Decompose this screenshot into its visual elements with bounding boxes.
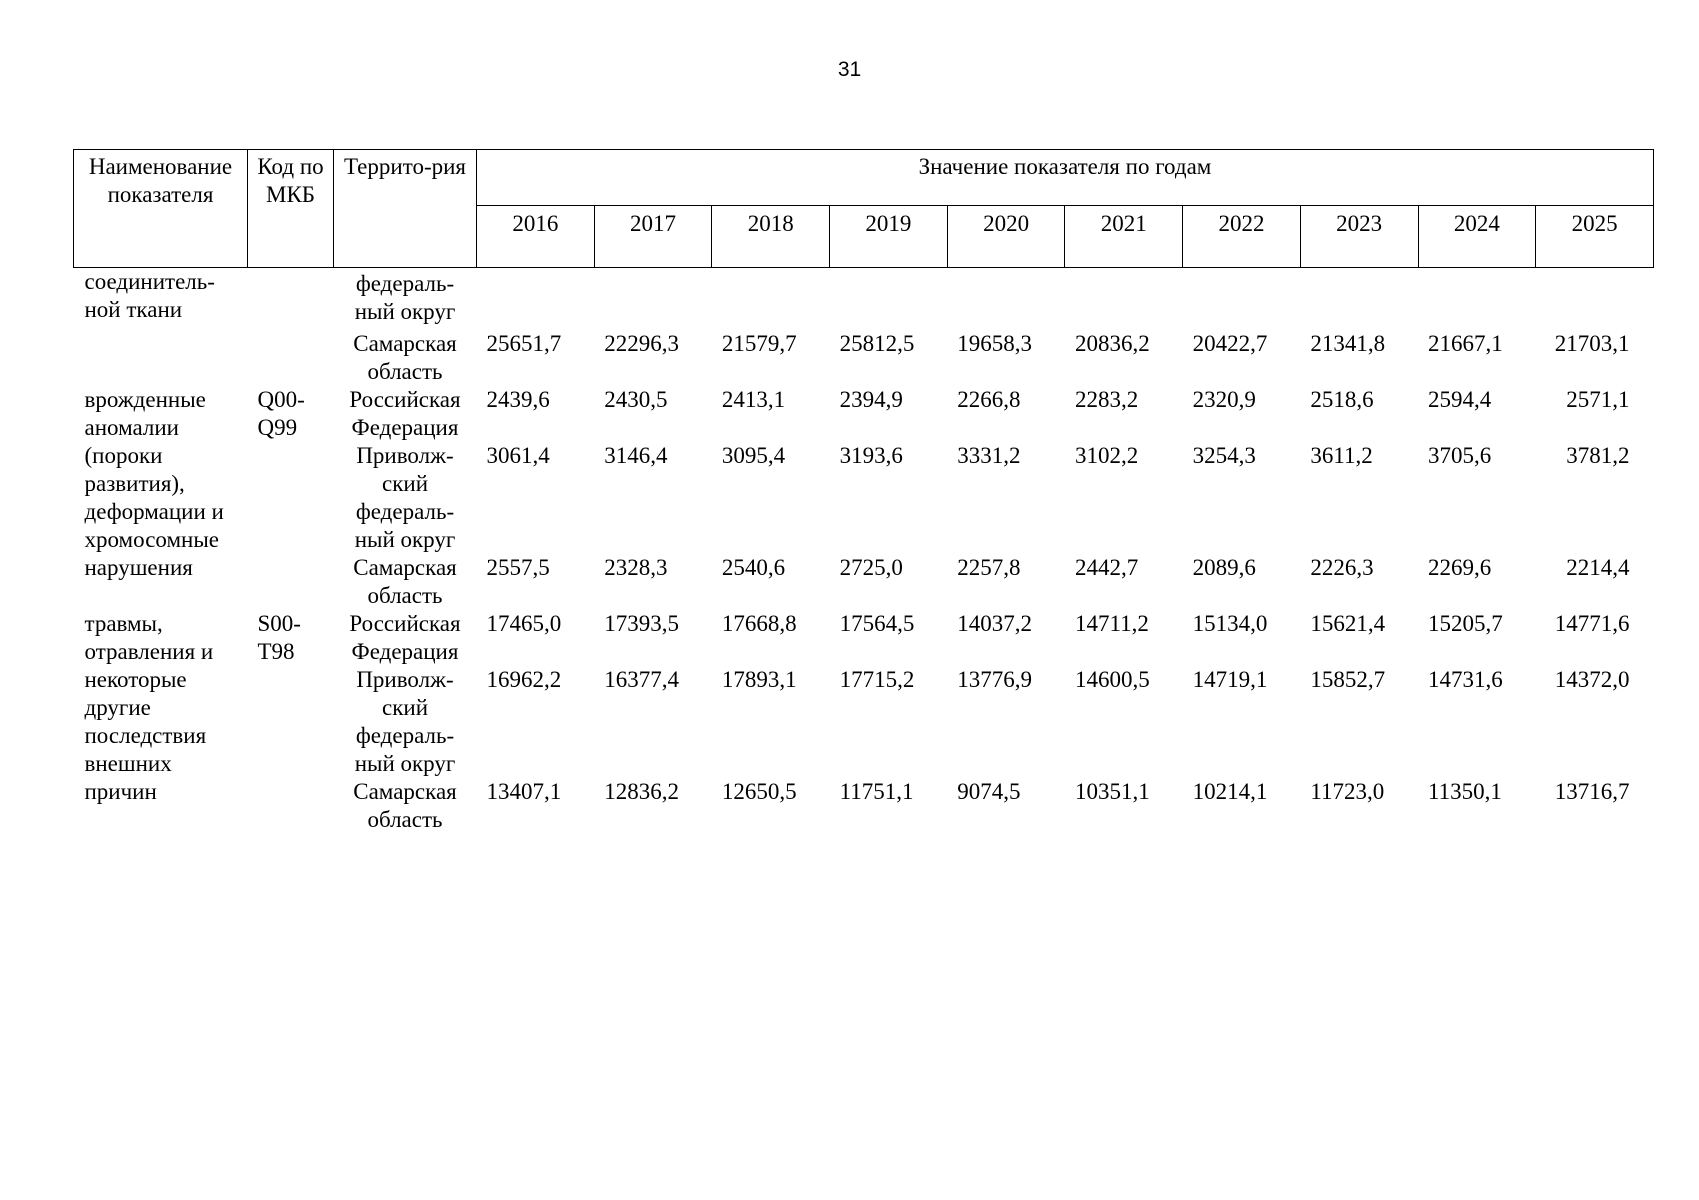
value-cell: 13716,7	[1554, 779, 1630, 804]
value-cell: 3611,2	[1310, 443, 1373, 468]
value-cell: 14372,0	[1554, 667, 1630, 692]
value-cell: 20422,7	[1192, 331, 1268, 356]
value-cell	[594, 268, 712, 331]
value-cell: 11350,1	[1428, 779, 1502, 804]
value-cell: 2269,6	[1428, 555, 1492, 580]
value-cell: 16377,4	[604, 667, 679, 692]
territory: Российская Федерация	[349, 611, 461, 664]
value-cell: 2089,6	[1192, 555, 1256, 580]
indicator-name: травмы, отравления и некоторые другие последствия внешних причин	[84, 611, 214, 804]
territory: Российская Федерация	[349, 387, 461, 440]
value-cell: 12650,5	[721, 779, 797, 804]
territory: Самарская область	[353, 331, 457, 384]
value-cell: 14719,1	[1192, 667, 1268, 692]
value-cell: 3061,4	[486, 443, 550, 468]
value-cell: 17465,0	[486, 611, 562, 636]
value-cell: 2320,9	[1192, 387, 1256, 412]
value-cell: 14731,6	[1428, 667, 1503, 692]
value-cell: 11751,1	[839, 779, 914, 804]
value-cell: 2394,9	[839, 387, 903, 412]
value-cell: 2540,6	[721, 555, 786, 580]
value-cell: 2518,6	[1310, 387, 1374, 412]
value-cell: 2328,3	[604, 555, 668, 580]
icd-code	[248, 268, 334, 387]
value-cell: 9074,5	[957, 779, 1021, 804]
value-cell: 14037,2	[957, 611, 1032, 636]
value-cell: 21703,1	[1554, 331, 1630, 356]
territory: федераль-ный округ	[354, 271, 456, 324]
header-icd-code: Код по МКБ	[248, 150, 334, 268]
value-cell: 2226,3	[1310, 555, 1374, 580]
value-cell: 13776,9	[957, 667, 1032, 692]
value-cell: 2283,2	[1074, 387, 1139, 412]
value-cell: 20836,2	[1074, 331, 1150, 356]
value-cell: 3193,6	[839, 443, 903, 468]
value-cell: 2430,5	[604, 387, 668, 412]
value-cell	[1183, 268, 1301, 331]
value-cell	[1065, 268, 1183, 331]
value-cell: 17668,8	[721, 611, 797, 636]
value-cell: 19658,3	[957, 331, 1032, 356]
value-cell: 25812,5	[839, 331, 915, 356]
value-cell	[712, 268, 830, 331]
territory: Самарская область	[353, 555, 457, 608]
value-cell	[1536, 268, 1654, 331]
icd-code: Q00-Q99	[257, 387, 305, 440]
header-year: 2024	[1418, 206, 1536, 268]
value-cell: 3102,2	[1074, 443, 1139, 468]
header-year: 2022	[1183, 206, 1301, 268]
value-cell: 25651,7	[486, 331, 562, 356]
value-cell: 2257,8	[957, 555, 1021, 580]
value-cell: 3781,2	[1566, 443, 1630, 468]
value-cell: 3331,2	[957, 443, 1021, 468]
header-indicator-name: Наименование показателя	[74, 150, 248, 268]
value-cell: 13407,1	[486, 779, 562, 804]
header-year: 2019	[830, 206, 948, 268]
value-cell: 2571,1	[1566, 387, 1630, 412]
territory: Приволж-ский федераль-ный округ	[354, 443, 456, 552]
value-cell: 2594,4	[1428, 387, 1492, 412]
value-cell: 3254,3	[1192, 443, 1256, 468]
value-cell: 16962,2	[486, 667, 562, 692]
value-cell: 3146,4	[604, 443, 668, 468]
value-cell	[1300, 268, 1418, 331]
indicator-name: соединитель-ной ткани	[84, 269, 215, 322]
header-year: 2021	[1065, 206, 1183, 268]
value-cell: 14711,2	[1074, 611, 1149, 636]
value-cell: 2725,0	[839, 555, 903, 580]
value-cell: 17393,5	[604, 611, 679, 636]
value-cell: 3705,6	[1428, 443, 1492, 468]
value-cell: 21667,1	[1428, 331, 1503, 356]
value-cell: 11723,0	[1310, 779, 1385, 804]
value-cell	[1418, 268, 1536, 331]
table-header	[74, 150, 1654, 268]
icd-code: S00-T98	[257, 611, 301, 664]
value-cell: 17893,1	[721, 667, 797, 692]
value-cell: 21579,7	[721, 331, 797, 356]
value-cell: 2214,4	[1566, 555, 1630, 580]
table-row	[74, 268, 1654, 331]
value-cell: 2413,1	[721, 387, 786, 412]
table-body	[74, 268, 1654, 835]
value-cell: 12836,2	[604, 779, 679, 804]
value-cell	[477, 268, 595, 331]
value-cell: 14600,5	[1074, 667, 1150, 692]
table-row	[74, 610, 1654, 666]
value-cell: 10214,1	[1192, 779, 1268, 804]
value-cell: 21341,8	[1310, 331, 1386, 356]
indicator-name: врожденные аномалии (пороки развития), деформации и хромосомные нарушения	[84, 387, 224, 580]
header-year: 2017	[594, 206, 712, 268]
value-cell: 15205,7	[1428, 611, 1503, 636]
value-cell: 2266,8	[957, 387, 1021, 412]
value-cell	[947, 268, 1065, 331]
header-year: 2018	[712, 206, 830, 268]
value-cell: 14771,6	[1554, 611, 1630, 636]
value-cell: 22296,3	[604, 331, 679, 356]
header-year: 2020	[947, 206, 1065, 268]
page-number: 31	[837, 58, 862, 81]
value-cell: 17564,5	[839, 611, 915, 636]
header-values-by-year: Значение показателя по годам	[477, 150, 1654, 206]
value-cell: 2557,5	[486, 555, 550, 580]
table-row	[74, 386, 1654, 442]
value-cell: 17715,2	[839, 667, 915, 692]
header-territory: Террито-рия	[334, 150, 477, 268]
value-cell: 10351,1	[1074, 779, 1150, 804]
value-cell: 2442,7	[1074, 555, 1139, 580]
header-year: 2023	[1300, 206, 1418, 268]
territory: Самарская область	[353, 779, 457, 832]
header-year: 2025	[1536, 206, 1654, 268]
indicator-table	[73, 149, 1654, 834]
value-cell: 2439,6	[486, 387, 550, 412]
value-cell: 15852,7	[1310, 667, 1386, 692]
value-cell: 15134,0	[1192, 611, 1268, 636]
header-year: 2016	[477, 206, 595, 268]
value-cell: 15621,4	[1310, 611, 1386, 636]
value-cell	[830, 268, 948, 331]
value-cell: 3095,4	[721, 443, 786, 468]
territory: Приволж-ский федераль-ный округ	[354, 667, 456, 776]
